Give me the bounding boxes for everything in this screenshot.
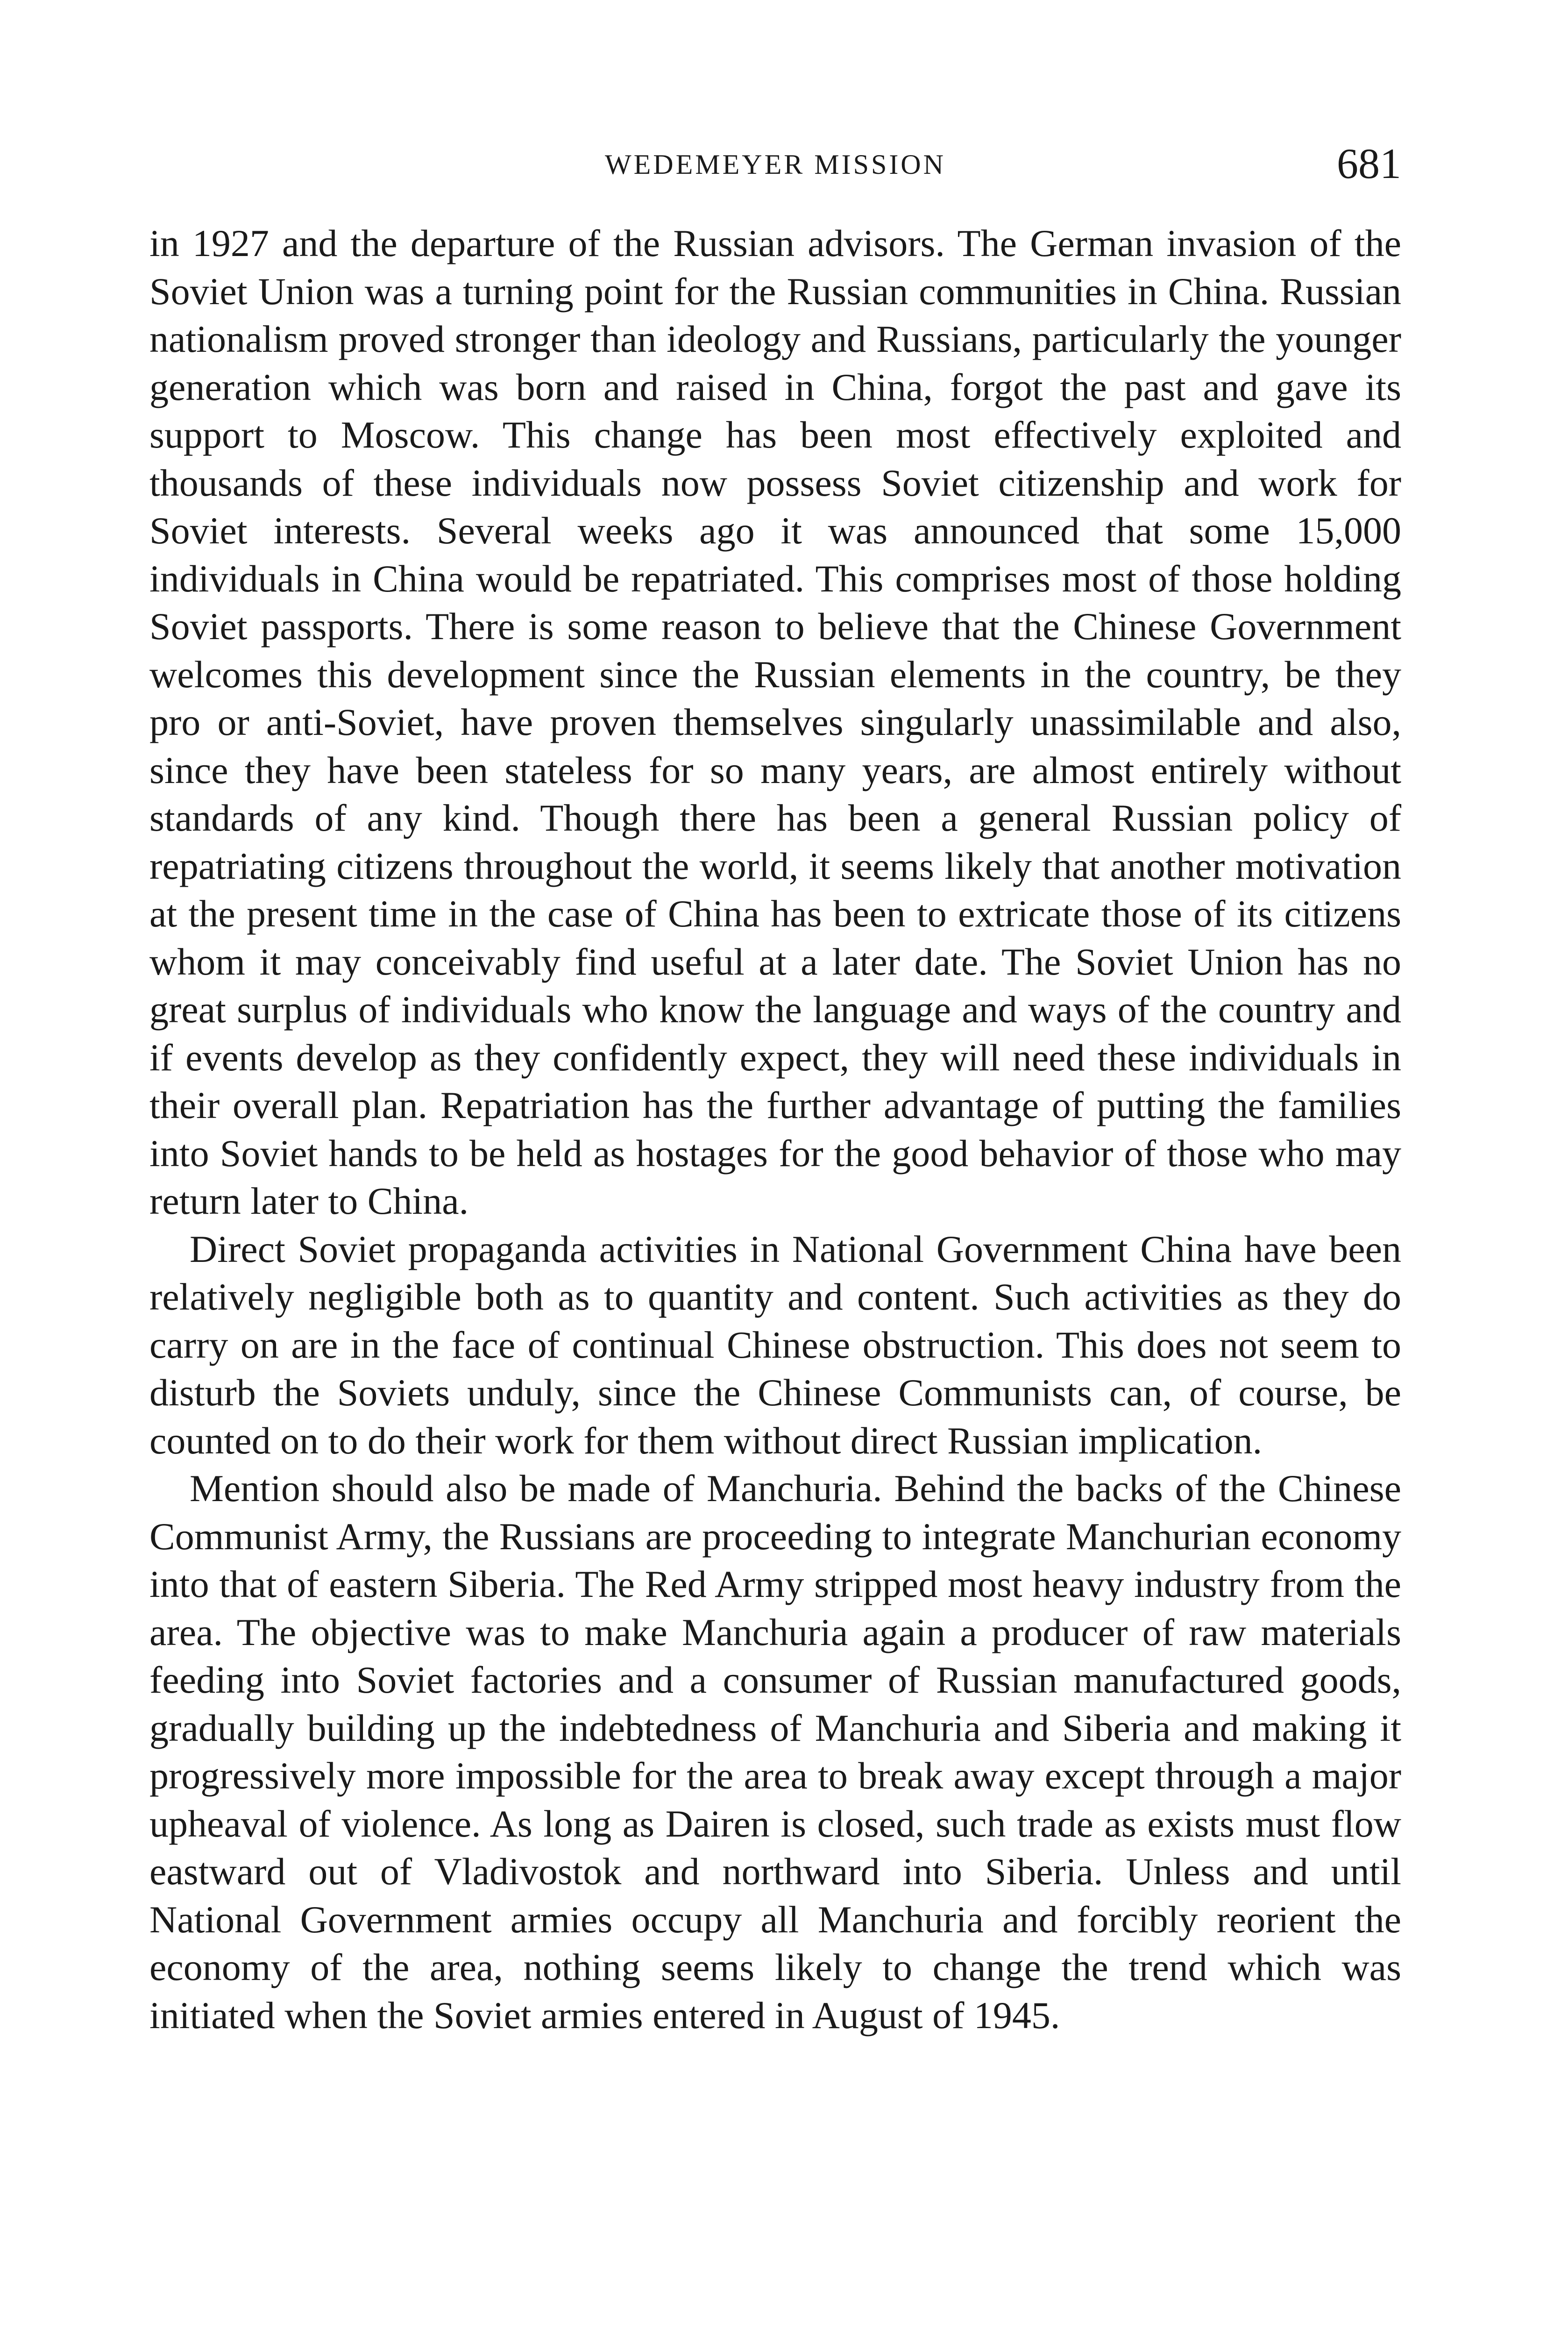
paragraph-soviet-propaganda: Direct Soviet propaganda activities in National Government China have been relatively negligible both as to quantity and content. Such activities as they do carry on are in the face of continual Chinese obstruction. This does not seem to disturb the Soviets unduly, since the Chinese Communists can, of course, be counted on to do their work for them without direct Russian implication. xyxy=(149,1227,1401,1462)
page-number: 681 xyxy=(1337,140,1401,187)
running-head-title: WEDEMEYER MISSION xyxy=(605,149,946,180)
paragraph-russian-communities: in 1927 and the departure of the Russian advisors. The German invasion of the Soviet Union was a turning point for the Russian communities in China. Russian nationalism proved stronger than ideology and Russians, particularly the younger generation which was born and raised in China, forgot the past and gave its support to Moscow. This change has been most effectively exploited and thousands of these individuals now possess Soviet citizenship and work for Soviet interests. Several weeks ago it was announced that some 15,000 individuals in China would be repatriated. This comprises most of those holding Soviet passports. There is some reason to believe that the Chinese Government welcomes this development since the Russian elements in the country, be they pro or anti-Soviet, have proven themselves singularly unassimilable and also, since they have been stateless for so many years, are almost entirely without standards of any kind. Though there has been a general Russian policy of repatriating citizens throughout the world, it seems likely that another motivation at the present time in the case of China has been to extricate those of its citizens whom it may conceivably find useful at a later date. The Soviet Union has no great surplus of individuals who know the language and ways of the country and if events develop as they confidently expect, they will need these individuals in their overall plan. Repatriation has the further advantage of putting the families into Soviet hands to be held as hostages for the good behavior of those who may return later to China. xyxy=(149,222,1401,1222)
body-text xyxy=(149,220,1401,2336)
paragraph-manchuria: Mention should also be made of Manchuria. Behind the backs of the Chinese Communist Army, the Russians are proceeding to integrate Manchurian economy into that of eastern Siberia. The Red Army stripped most heavy industry from the area. The objective was to make Manchuria again a producer of raw materials feeding into Soviet factories and a consumer of Russian manufactured goods, gradually building up the indebtedness of Manchuria and Siberia and making it progressively more impossible for the area to break away except through a major upheaval of violence. As long as Dairen is closed, such trade as exists must flow eastward out of Vladivostok and northward into Siberia. Unless and until National Government armies occupy all Manchuria and forcibly reorient the economy of the area, nothing seems likely to change the trend which was initiated when the Soviet armies entered in August of 1945. xyxy=(149,1467,1401,2037)
running-head xyxy=(149,140,1401,192)
